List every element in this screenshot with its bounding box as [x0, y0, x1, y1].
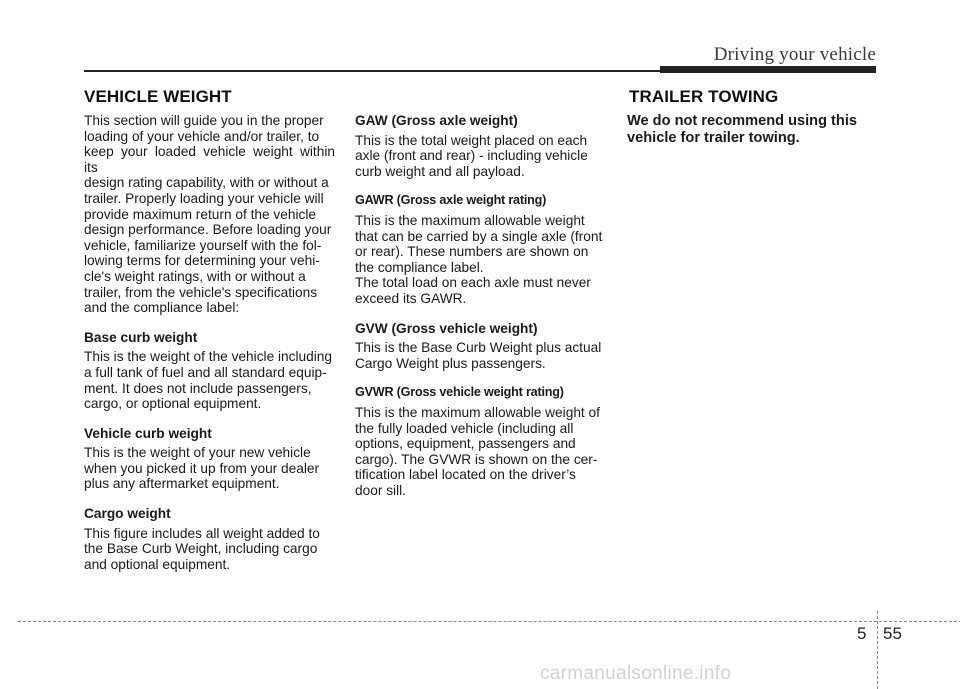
- gvw-title: GVW (Gross vehicle weight): [355, 320, 538, 336]
- text-line: Cargo Weight plus passengers.: [355, 355, 546, 371]
- text-line: lowing terms for determining your vehi-: [84, 253, 320, 269]
- section-number: 5: [857, 624, 867, 643]
- text-line: a full tank of fuel and all standard equip-: [84, 364, 327, 380]
- text-line: trailer. Properly loading your vehicle will: [84, 190, 324, 206]
- column-middle: [355, 113, 605, 498]
- vehicle-weight-heading: VEHICLE WEIGHT: [84, 87, 232, 106]
- trailer-towing-text: [627, 113, 879, 146]
- text-line: design rating capability, with or without a: [84, 175, 329, 191]
- chapter-title: Driving your vehicle: [713, 44, 876, 65]
- text-line: trailer, from the vehicle's specifications: [84, 284, 318, 300]
- text-line: The total load on each axle must never: [355, 275, 591, 291]
- gvwr-text: [355, 405, 605, 499]
- gaw-title: GAW (Gross axle weight): [355, 113, 518, 128]
- base-curb-weight-title: Base curb weight: [84, 329, 198, 345]
- text-line: and the compliance label:: [84, 300, 240, 316]
- text-line: door sill.: [355, 482, 406, 498]
- cargo-weight-text: [84, 526, 335, 573]
- page-number-divider: [877, 611, 878, 689]
- gawr-text: [355, 213, 605, 307]
- text-line: options, equipment, passengers and: [355, 436, 576, 452]
- header-rule-accent: [660, 66, 876, 73]
- text-line: cle's weight ratings, with or without a: [84, 268, 306, 284]
- trailer-towing-heading: TRAILER TOWING: [629, 87, 779, 106]
- header-rule: [84, 70, 684, 72]
- gvw-text: [355, 340, 605, 371]
- text-line: This section will guide you in the proper: [84, 113, 324, 128]
- text-line: vehicle for trailer towing.: [627, 129, 800, 146]
- footer-rule: [18, 621, 960, 622]
- text-line: plus any aftermarket equipment.: [84, 476, 280, 492]
- text-line: This figure includes all weight added to: [84, 525, 320, 541]
- text-line: tification label located on the driver’s: [355, 467, 576, 483]
- text-line: cargo, or optional equipment.: [84, 396, 262, 412]
- intro-paragraph: [84, 113, 335, 316]
- text-line: This is the maximum allowable weight of: [355, 404, 600, 420]
- watermark: carmanualsonline.info: [540, 663, 732, 684]
- text-line: cargo). The GVWR is shown on the cer-: [355, 451, 598, 467]
- text-line: axle (front and rear) - including vehicle: [355, 148, 588, 164]
- text-line: loading of your vehicle and/or trailer, to: [84, 128, 320, 144]
- text-line: We do not recommend using this: [627, 113, 858, 129]
- vehicle-curb-weight-title: Vehicle curb weight: [84, 425, 212, 441]
- cargo-weight-title: Cargo weight: [84, 506, 171, 522]
- text-line: vehicle, familiarize yourself with the fol-: [84, 237, 322, 253]
- text-line: keep your loaded vehicle weight within its: [84, 144, 335, 175]
- column-right: [627, 113, 879, 146]
- text-line: the fully loaded vehicle (including all: [355, 420, 574, 436]
- base-curb-weight-text: [84, 349, 335, 411]
- text-line: This is the weight of the vehicle including: [84, 349, 333, 365]
- text-line: This is the maximum allowable weight: [355, 212, 585, 228]
- column-left: [84, 113, 335, 572]
- text-line: ment. It does not include passengers,: [84, 380, 312, 396]
- text-line: when you picked it up from your dealer: [84, 460, 320, 476]
- text-line: the Base Curb Weight, including cargo: [84, 541, 318, 557]
- text-line: This is the weight of your new vehicle: [84, 445, 311, 461]
- text-line: the compliance label.: [355, 259, 484, 275]
- text-line: that can be carried by a single axle (front: [355, 228, 603, 244]
- text-line: or rear). These numbers are shown on: [355, 244, 589, 260]
- text-line: This is the Base Curb Weight plus actual: [355, 340, 602, 356]
- text-line: exceed its GAWR.: [355, 290, 467, 306]
- vehicle-curb-weight-text: [84, 445, 335, 492]
- text-line: design performance. Before loading your: [84, 222, 332, 238]
- text-line: and optional equipment.: [84, 556, 231, 572]
- page-number: 55: [883, 624, 902, 643]
- gawr-title: GAWR (Gross axle weight rating): [355, 193, 547, 208]
- text-line: curb weight and all payload.: [355, 163, 525, 179]
- text-line: provide maximum return of the vehicle: [84, 206, 317, 222]
- gaw-text: [355, 133, 605, 180]
- text-line: This is the total weight placed on each: [355, 132, 588, 148]
- gvwr-title: GVWR (Gross vehicle weight rating): [355, 385, 564, 400]
